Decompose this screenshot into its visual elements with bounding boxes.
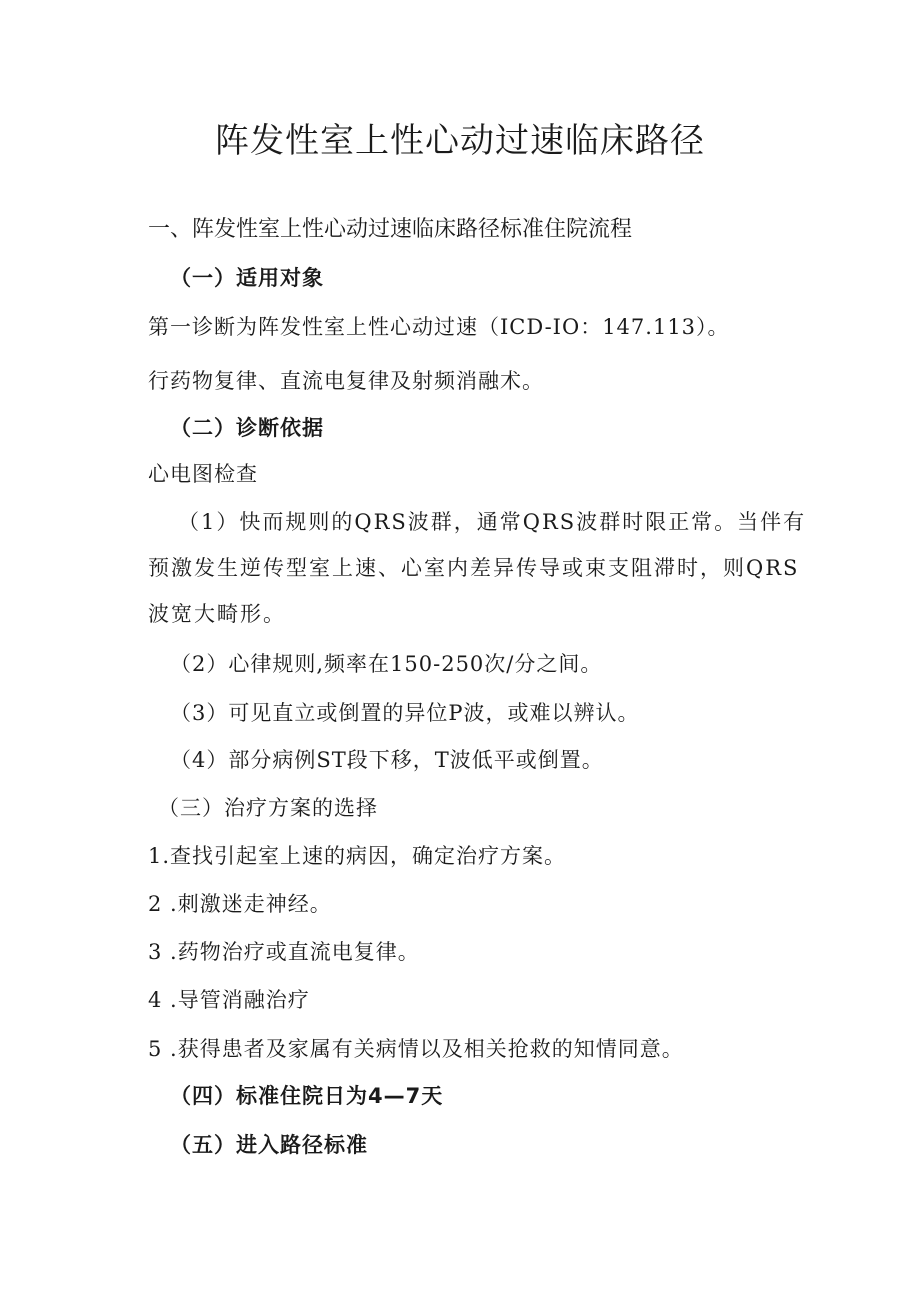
ecg-criterion-1: （1）快而规则的QRS波群，通常QRS波群时限正常。当伴有预激发生逆传型室上速、心室内差异传导或束支阻滞时，则QRS波宽大畸形。 — [148, 510, 807, 626]
subsection-heading-applicable-objects: （一）适用对象 — [170, 266, 324, 290]
treatment-item-3: 3 .药物治疗或直流电复律。 — [148, 940, 420, 964]
first-diagnosis-text: 第一诊断为阵发性室上性心动过速（ICD-IO：147.113）。 — [148, 315, 730, 339]
subsection-heading-entry-criteria: （五）进入路径标准 — [170, 1133, 368, 1157]
treatment-item-2: 2 .刺激迷走神经。 — [148, 892, 332, 916]
subsection-heading-treatment-plan: （三）治疗方案的选择 — [158, 796, 378, 820]
treatment-scope-text: 行药物复律、直流电复律及射频消融术。 — [148, 369, 544, 393]
subsection-heading-diagnostic-basis: （二）诊断依据 — [170, 416, 324, 440]
treatment-item-4: 4 .导管消融治疗 — [148, 988, 310, 1012]
document-title: 阵发性室上性心动过速临床路径 — [215, 121, 705, 161]
treatment-item-5: 5 .获得患者及家属有关病情以及相关抢救的知情同意。 — [148, 1037, 684, 1061]
ecg-criterion-4: （4）部分病例ST段下移，T波低平或倒置。 — [170, 748, 604, 772]
ecg-exam-label: 心电图检查 — [148, 462, 258, 486]
ecg-criterion-2: （2）心律规则,频率在150-250次/分之间。 — [170, 652, 603, 676]
treatment-item-1: 1.查找引起室上速的病因，确定治疗方案。 — [148, 844, 567, 868]
subsection-heading-hospital-stay: （四）标准住院日为4—7天 — [170, 1084, 444, 1108]
section-heading-standard-process: 一、阵发性室上性心动过速临床路径标准住院流程 — [148, 217, 633, 242]
ecg-criterion-3: （3）可见直立或倒置的异位P波，或难以辨认。 — [170, 701, 640, 725]
